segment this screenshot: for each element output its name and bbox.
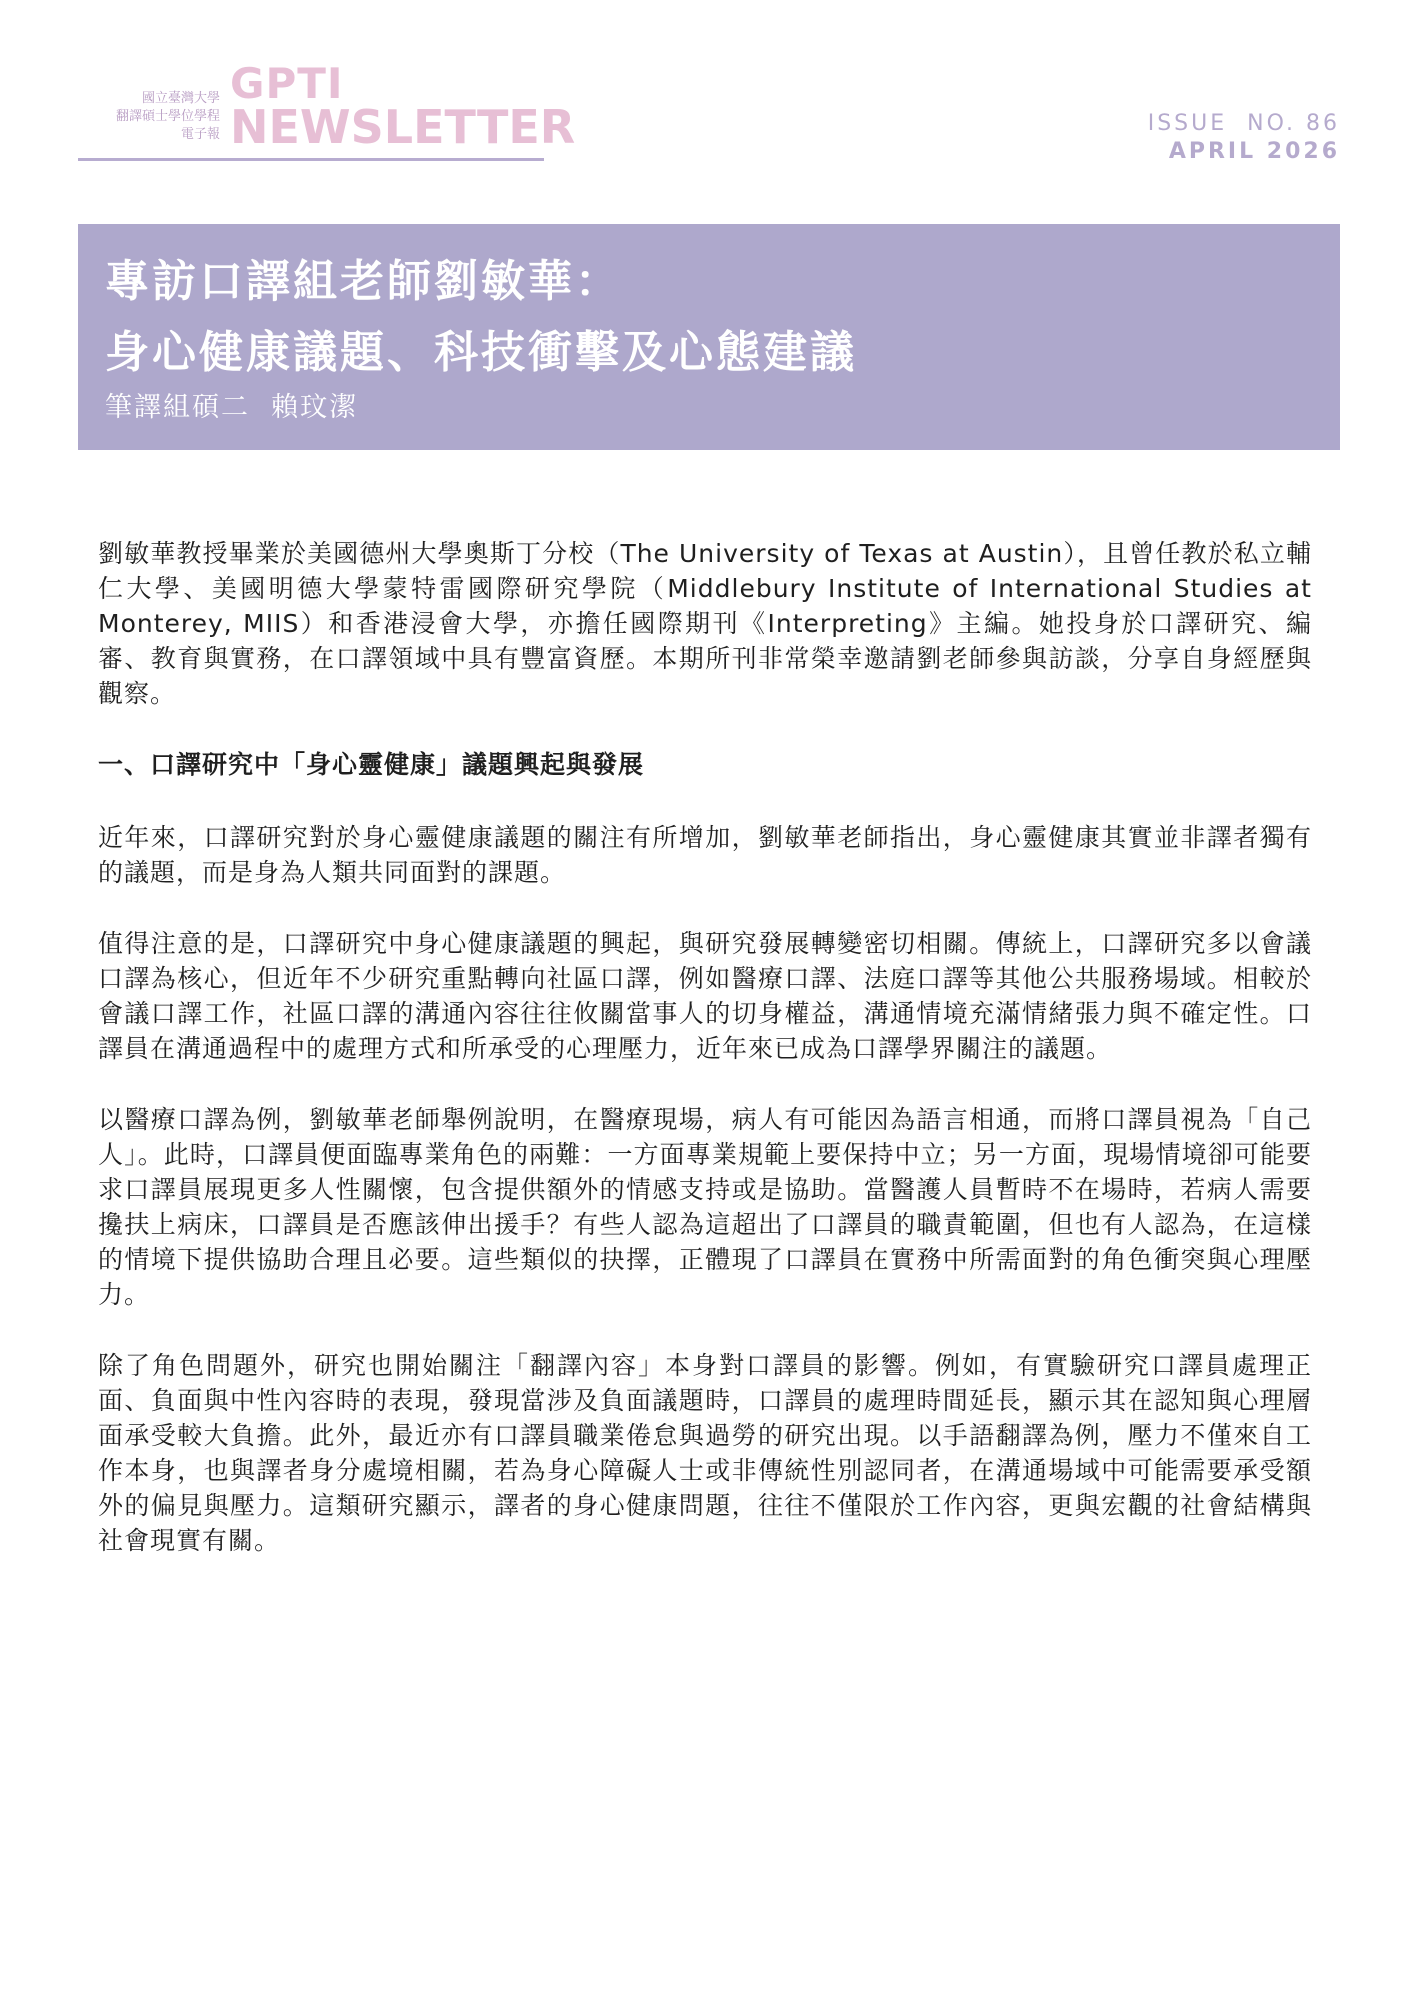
issue-number: ISSUE NO. 86 xyxy=(1147,111,1340,136)
masthead xyxy=(78,59,576,160)
issue-info xyxy=(1148,110,1340,166)
article-byline: 筆譯組碩二 賴玟潔 xyxy=(105,392,359,423)
title-banner xyxy=(78,224,1340,450)
masthead-divider xyxy=(78,158,544,161)
body-paragraph: 值得注意的是，口譯研究中身心健康議題的興起，與研究發展轉變密切相關。傳統上，口譯研究多以會議口譯為核心，但近年不少研究重點轉向社區口譯，例如醫療口譯、法庭口譯等其他公共服務場域。相較於會議口譯工作，社區口譯的溝通內容往往攸關當事人的切身權益，溝通情境充滿情緒張力與不確定性。口譯員在溝通過程中的處理方式和所承受的心理壓力，近年來已成為口譯學界關注的議題。 xyxy=(98,929,1312,1063)
logo-gpti: GPTI xyxy=(230,59,344,108)
section-heading: 一、口譯研究中「身心靈健康」議題興起與發展 xyxy=(98,750,645,779)
article-body xyxy=(98,536,1312,1594)
article-title-line-1: 專訪口譯組老師劉敏華： xyxy=(105,256,622,307)
school-name-line: 國立臺灣大學 xyxy=(141,91,220,106)
body-paragraph: 以醫療口譯為例，劉敏華老師舉例說明，在醫療現場，病人有可能因為語言相通，而將口譯員視為「自己人」。此時，口譯員便面臨專業角色的兩難：一方面專業規範上要保持中立；另一方面，現場情境卻可能要求口譯員展現更多人性關懷，包含提供額外的情感支持或是協助。當醫護人員暫時不在場時，若病人需要攙扶上病床，口譯員是否應該伸出援手？有些人認為這超出了口譯員的職責範圍，但也有人認為，在這樣的情境下提供協助合理且必要。這些類似的抉擇，正體現了口譯員在實務中所需面對的角色衝突與心理壓力。 xyxy=(98,1105,1312,1309)
body-paragraph: 除了角色問題外，研究也開始關注「翻譯內容」本身對口譯員的影響。例如，有實驗研究口譯員處理正面、負面與中性內容時的表現，發現當涉及負面議題時，口譯員的處理時間延長，顯示其在認知與心理層面承受較大負擔。此外，最近亦有口譯員職業倦怠與過勞的研究出現。以手語翻譯為例，壓力不僅來自工作本身，也與譯者身分處境相關，若為身心障礙人士或非傳統性別認同者，在溝通場域中可能需要承受額外的偏見與壓力。這類研究顯示，譯者的身心健康問題，往往不僅限於工作內容，更與宏觀的社會結構與社會現實有關。 xyxy=(98,1351,1312,1555)
newsletter-label-line: 電子報 xyxy=(180,127,220,142)
body-paragraph: 近年來，口譯研究對於身心靈健康議題的關注有所增加，劉敏華老師指出，身心靈健康其實並非譯者獨有的議題，而是身為人類共同面對的課題。 xyxy=(98,823,1312,887)
intro-paragraph: 劉敏華教授畢業於美國德州大學奧斯丁分校（The University of Texas at Austin），且曾任教於私立輔仁大學、美國明德大學蒙特雷國際研究學院（Middlebury Institute of International Studies at Monterey, MIIS）和香港浸會大學，亦擔任國際期刊《Interpreting》主編。她投身於口譯研究、編審、教育與實務，在口譯領域中具有豐富資歷。本期所刊非常榮幸邀請劉老師參與訪談，分享自身經歷與觀察。 xyxy=(98,539,1312,708)
issue-date: APRIL 2026 xyxy=(1168,139,1340,164)
program-name-line: 翻譯碩士學位學程 xyxy=(115,109,220,124)
school-name xyxy=(78,90,220,144)
article-title-line-2: 身心健康議題、科技衝擊及心態建議 xyxy=(105,327,857,378)
logo-newsletter: NEWSLETTER xyxy=(230,100,576,154)
